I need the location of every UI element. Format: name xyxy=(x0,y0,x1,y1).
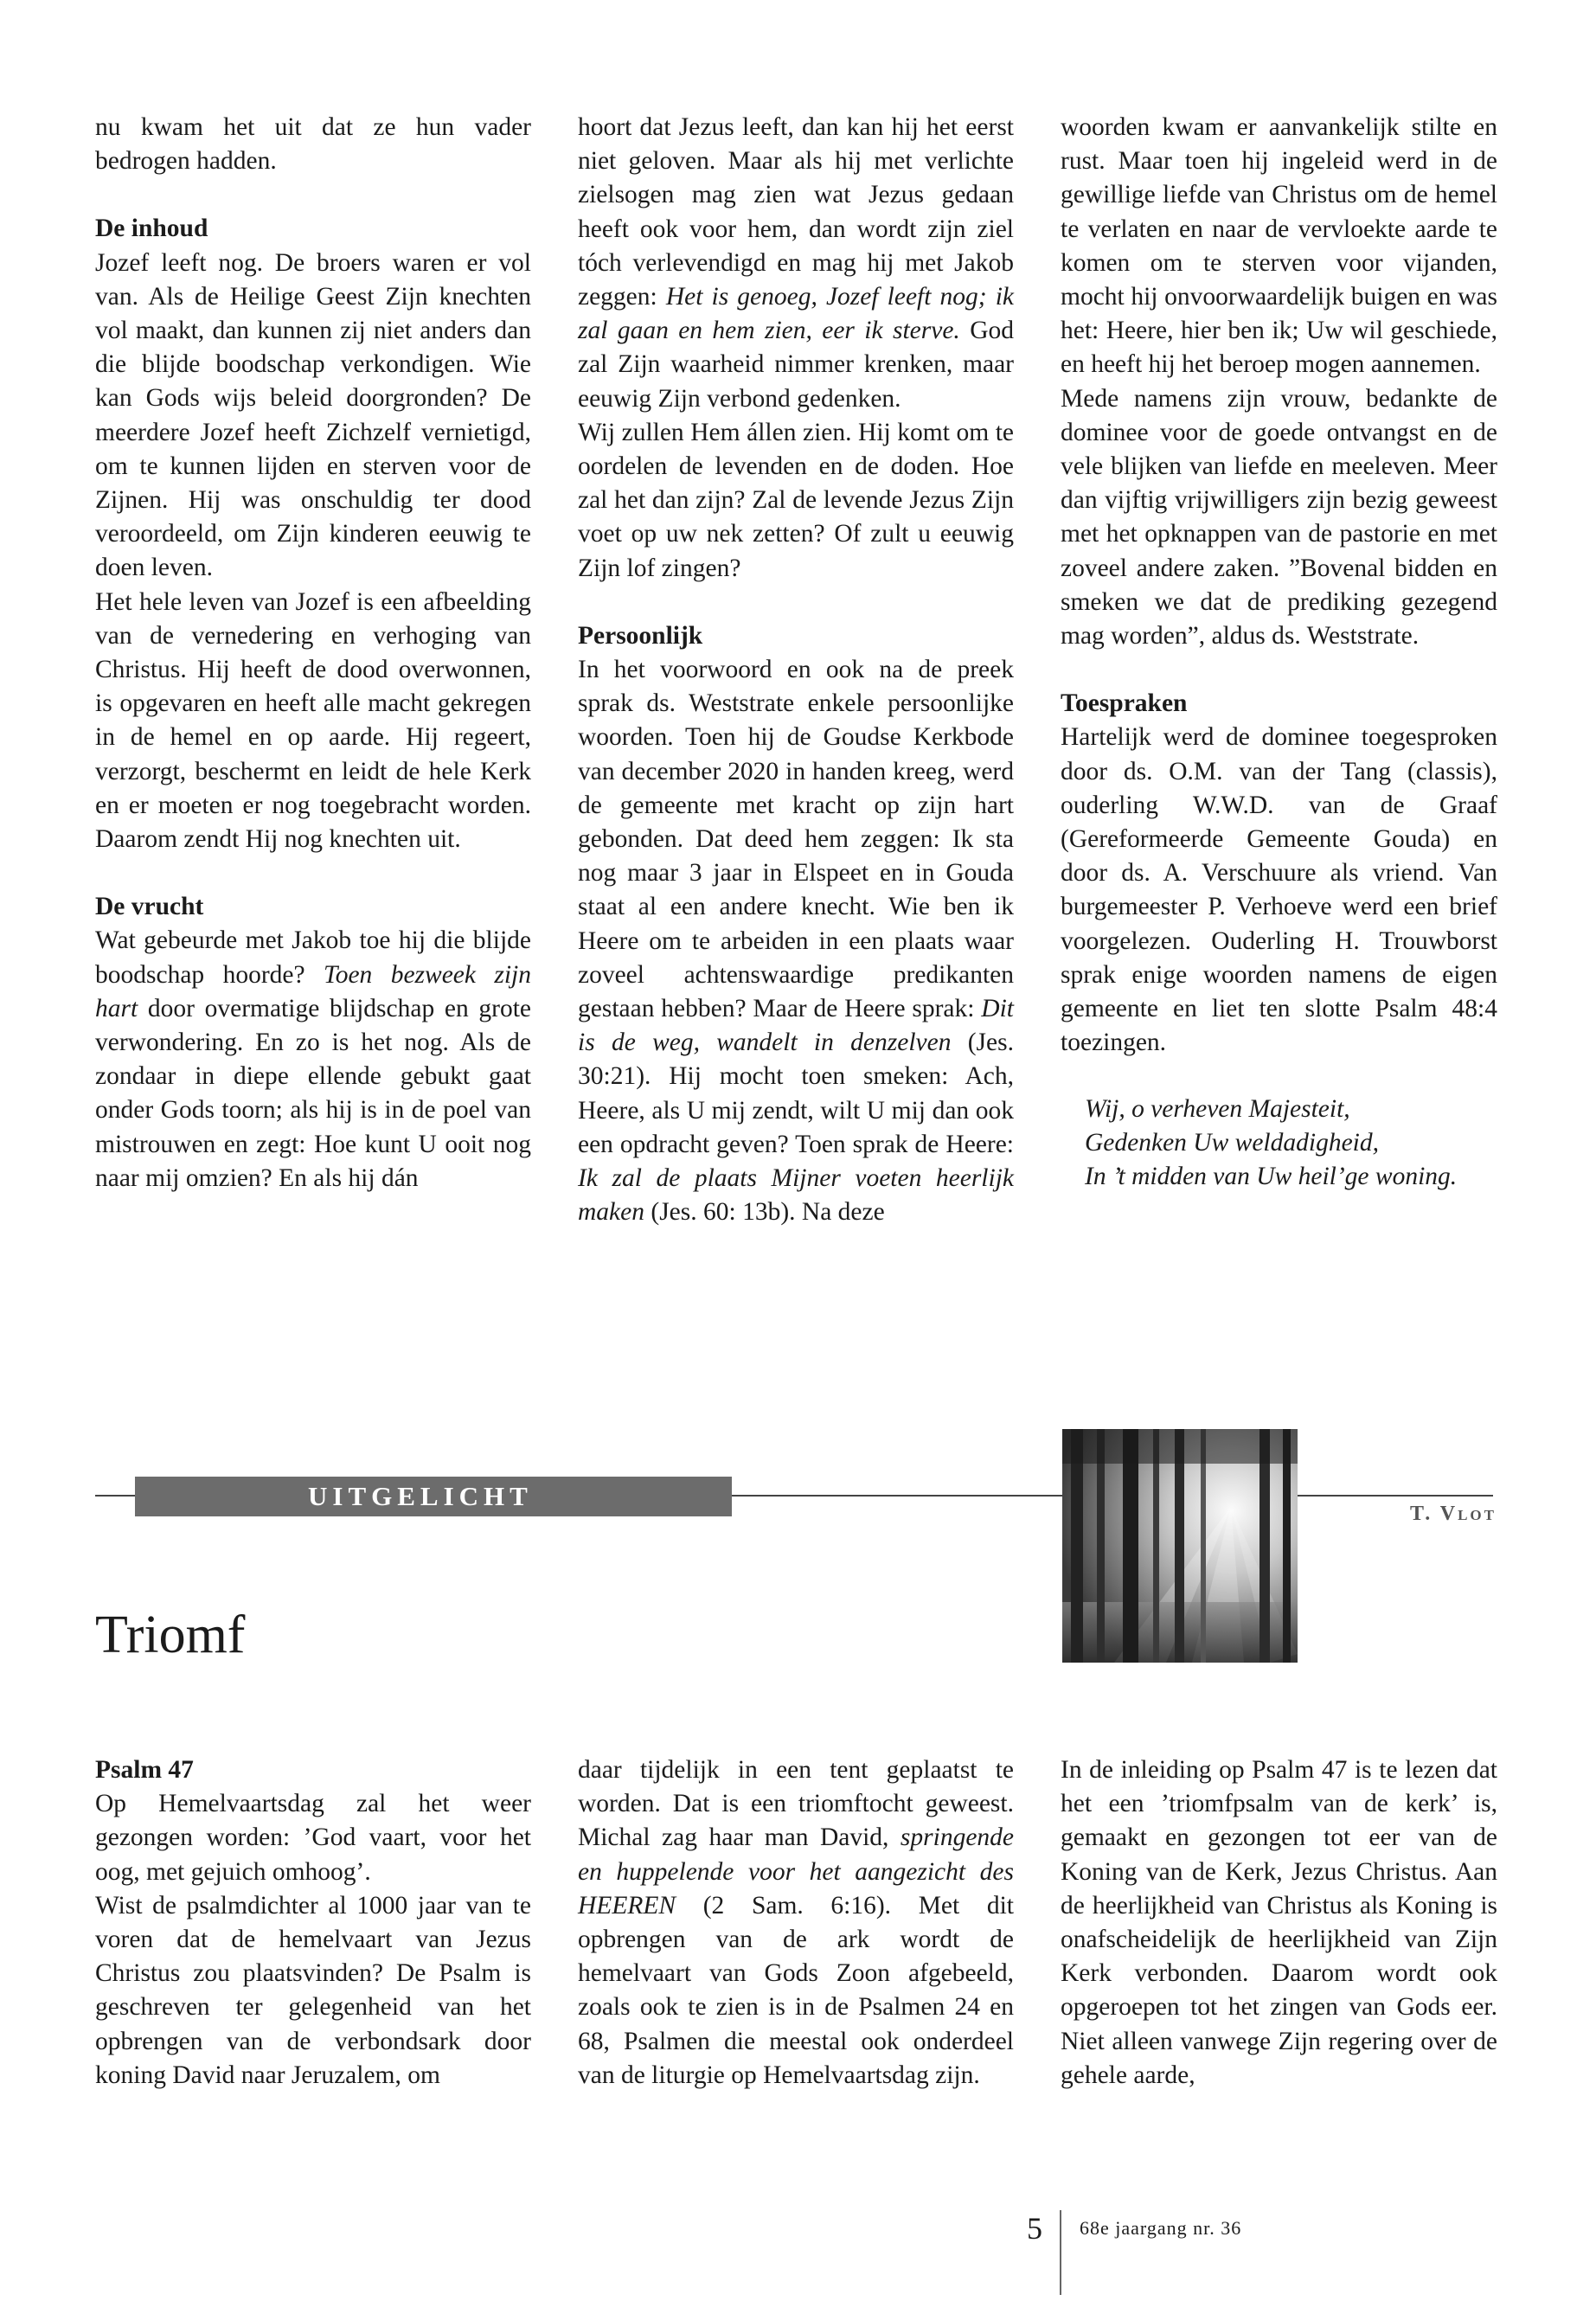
scripture-quote: Ik zal de plaats Mijner voeten heerlijk maken xyxy=(578,1164,1014,1227)
section-heading-persoonlijk: Persoonlijk xyxy=(578,621,703,650)
article-column-2 xyxy=(578,111,1014,1230)
author-byline: T. Vlot xyxy=(1409,1503,1497,1525)
article-column-4 xyxy=(95,1753,531,2093)
section-heading-psalm: Psalm 47 xyxy=(95,1756,194,1784)
section-heading-inhoud: De inhoud xyxy=(95,215,208,243)
scripture-quote: Toen bezweek zijn hart xyxy=(95,960,531,1022)
paragraph: Op Hemelvaartsdag zal het weer gezongen worden: ’God vaart, voor het oog, met gejuich omhoog’. xyxy=(95,1790,531,1886)
article-column-5 xyxy=(578,1753,1014,2093)
forest-photo xyxy=(1062,1429,1298,1663)
article-column-3 xyxy=(1061,111,1497,1194)
article-column-1 xyxy=(95,111,531,1195)
section-band xyxy=(135,1477,732,1516)
paragraph: Wist de psalmdichter al 1000 jaar van te voren dat de hemelvaart van Jezus Christus zou plaatsvinden? De Psalm is geschreven ter gelegenheid van het opbrengen van de verbondsark door koning David naar Jeruzalem, om xyxy=(95,1891,531,2089)
scripture-quote: Het is genoeg, Jozef leeft nog; ik zal gaan en hem zien, eer ik sterve. xyxy=(578,283,1015,345)
scripture-quote: Dit is de weg, wandelt in denzelven xyxy=(578,995,1014,1057)
paragraph: daar tijdelijk in een tent geplaatst te worden. Dat is een triomftocht geweest. Michal zag haar man David, springende en huppelende voor het aangezicht des HEEREN (2 Sam. 6:16). Met dit opbrengen van de ark wordt de hemelvaart van Gods Zoon afgebeeld, zoals ook te zien is in de Psalmen 24 en 68, Psalmen die meestal ook onderdeel van de liturgie op Hemelvaartsdag zijn. xyxy=(578,1756,1015,2089)
page-number: 5 xyxy=(1027,2211,1042,2246)
paragraph: Mede namens zijn vrouw, bedankte de dominee voor de goede ontvangst en de vele blijken van liefde en meeleven. Meer dan vijftig vrijwilligers zijn bezig geweest met het opknappen van de pastorie en met zoveel andere zaken. ”Bovenal bidden en smeken we dat de prediking gezegend mag worden”, aldus ds. Weststrate. xyxy=(1061,384,1497,651)
paragraph: In de inleiding op Psalm 47 is te lezen dat het een ’triomfpsalm van de kerk’ is, gemaakt en gezongen tot eer van de Koning van de Kerk, Jezus Christus. Aan de heerlijkheid van Christus als Koning is onafscheidelijk de heerlijkheid van Zijn Kerk verbonden. Daarom wordt ook opgeroepen tot het zingen van Gods eer. Niet alleen vanwege Zijn regering over de gehele aarde, xyxy=(1061,1756,1497,2089)
verse-line: Wij, o verheven Majesteit, xyxy=(1085,1095,1350,1124)
footer-divider xyxy=(1060,2210,1061,2295)
article-column-6 xyxy=(1061,1753,1497,2093)
issue-info: 68e jaargang nr. 36 xyxy=(1080,2217,1242,2239)
paragraph: Hartelijk werd de dominee toegesproken door ds. O.M. van der Tang (classis), ouderling W.W.D. van de Graaf (Gereformeerde Gemeente Gouda) en door ds. A. Verschuure als vriend. Van burgemeester P. Verhoeve werd een brief voorgelezen. Ouderling H. Trouwborst sprak enige woorden namens de eigen gemeente en liet ten slotte Psalm 48:4 toezingen. xyxy=(1061,723,1497,1057)
paragraph: Jozef leeft nog. De broers waren er vol van. Als de Heilige Geest Zijn knechten vol maakt, dan kunnen zij niet anders dan die blijde boodschap verkondigen. Wie kan Gods wijs beleid doorgronden? De meerdere Jozef heeft Zichzelf vernietigd, om te kunnen lijden en sterven voor de Zijnen. Hij was onschuldig ter dood veroordeeld, om Zijn kinderen eeuwig te doen leven. xyxy=(95,248,531,582)
section-label: UITGELICHT xyxy=(308,1481,533,1511)
paragraph: Wat gebeurde met Jakob toe hij die blijde boodschap hoorde? Toen bezweek zijn hart door overmatige blijdschap en grote verwondering. En zo is het nog. Als de zondaar in diepe ellende gebukt gaat onder Gods toorn; als hij is in de poel van mistrouwen en zegt: Hoe kunt U ooit nog naar mij omzien? En als hij dán xyxy=(95,926,532,1192)
page-footer xyxy=(0,2210,1596,2271)
scripture-quote: springende en huppelende voor het aangezicht des HEEREN xyxy=(578,1823,1015,1920)
article-title: Triomf xyxy=(95,1606,246,1664)
psalm-verse xyxy=(1061,1093,1497,1194)
paragraph: woorden kwam er aanvankelijk stilte en rust. Maar toen hij ingeleid werd in de gewillige liefde van Christus om de hemel te verlaten en naar de vervloekte aarde te komen om te sterven voor vijanden, mocht hij onvoorwaardelijk buigen en was het: Heere, hier ben ik; Uw wil geschiede, en heeft hij het beroep mogen aannemen. xyxy=(1061,113,1497,379)
verse-line: Gedenken Uw weldadigheid, xyxy=(1085,1129,1379,1157)
paragraph: hoort dat Jezus leeft, dan kan hij het eerst niet geloven. Maar als hij met verlichte zielsogen mag zien wat Jezus gedaan heeft ook voor hem, dan wordt zijn ziel tóch verlevendigd en mag hij met Jakob zeggen: Het is genoeg, Jozef leeft nog; ik zal gaan en hem zien, eer ik sterve. God zal Zijn waarheid nimmer krenken, maar eeuwig Zijn verbond gedenken. xyxy=(578,113,1015,413)
divider xyxy=(95,1495,137,1497)
paragraph: Wij zullen Hem állen zien. Hij komt om te oordelen de levenden en de doden. Hoe zal het dan zijn? Zal de levende Jezus Zijn voet op uw nek zetten? Of zult u eeuwig Zijn lof zingen? xyxy=(578,418,1014,582)
paragraph: Het hele leven van Jozef is een afbeelding van de vernedering en verhoging van Christus. Hij heeft de dood overwonnen, is opgevaren en heeft alle macht gekregen in de hemel en op aarde. Hij regeert, verzorgt, beschermt en leidt de hele Kerk en er moeten er nog toegebracht worden. Daarom zendt Hij nog knechten uit. xyxy=(95,587,531,854)
section-heading-vrucht: De vrucht xyxy=(95,893,204,921)
paragraph: In het voorwoord en ook na de preek sprak ds. Weststrate enkele persoonlijke woorden. Toen hij de Goudse Kerkbode van december 2020 in handen kreeg, werd de gemeente met kracht op zijn hart gebonden. Dat deed hem zeggen: Ik sta nog maar 3 jaar in Elspeet en in Gouda staat al een andere knecht. Wie ben ik Heere om te arbeiden in een plaats waar zoveel achtenswaardige predikanten gestaan hebben? Maar de Heere sprak: Dit is de weg, wandelt in denzelven (Jes. 30:21). Hij mocht toen smeken: Ach, Heere, als U mij zendt, wilt U mij dan ook een opdracht geven? Toen sprak de Heere: Ik zal de plaats Mijner voeten heerlijk maken (Jes. 60: 13b). Na deze xyxy=(578,656,1014,1227)
verse-line: In ’t midden van Uw heil’ge woning. xyxy=(1085,1163,1458,1191)
paragraph: nu kwam het uit dat ze hun vader bedrogen hadden. xyxy=(95,113,531,176)
section-heading-toespraken: Toespraken xyxy=(1061,689,1188,718)
